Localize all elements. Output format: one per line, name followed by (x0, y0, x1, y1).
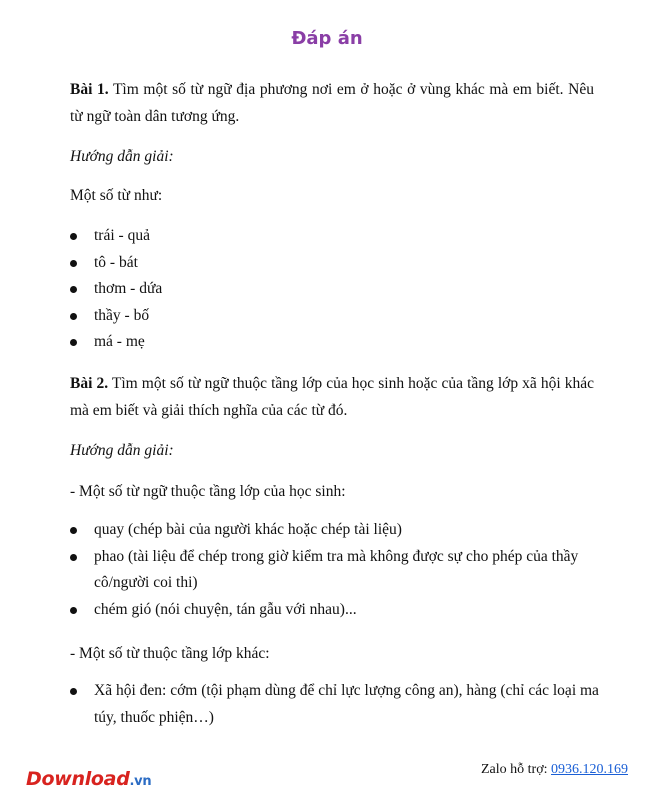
list-item: má - mẹ (70, 329, 600, 356)
bai2-list2 (70, 678, 600, 731)
bullet-icon (70, 607, 77, 614)
list-item: chém gió (nói chuyện, tán gẫu với nhau)... (70, 597, 600, 624)
bullet-icon (70, 527, 77, 534)
logo-main: Download (26, 768, 130, 790)
bullet-icon (70, 554, 77, 561)
bai2-question (70, 370, 594, 424)
zalo-label: Zalo hỗ trợ: (481, 762, 551, 777)
bullet-icon (70, 688, 77, 695)
bullet-icon (70, 233, 77, 240)
list-item: trái - quả (70, 223, 600, 250)
bai2-intro1: - Một số từ ngữ thuộc tầng lớp của học sinh: (70, 483, 346, 500)
list-item: Xã hội đen: cớm (tội phạm dùng để chỉ lực lượng công an), hàng (chỉ các loại ma túy, thuốc phiện…) (70, 678, 600, 731)
bullet-icon (70, 339, 77, 346)
list-item: thơm - dứa (70, 276, 600, 303)
list-item: phao (tài liệu để chép trong giờ kiểm tra mà không được sự cho phép của thầy cô/người coi thi) (70, 544, 600, 597)
bullet-icon (70, 313, 77, 320)
bai1-guide: Hướng dẫn giải: (70, 148, 174, 165)
bai1-label: Bài 1. (70, 81, 109, 98)
bai2-guide: Hướng dẫn giải: (70, 442, 174, 459)
bai2-label: Bài 2. (70, 375, 109, 392)
zalo-support (481, 762, 628, 778)
list-item: tô - bát (70, 250, 600, 277)
logo-suffix: .vn (129, 774, 152, 789)
bai1-intro: Một số từ như: (70, 187, 163, 204)
page-title: Đáp án (291, 28, 363, 49)
bai1-list (70, 223, 600, 356)
download-logo[interactable] (26, 768, 151, 790)
bullet-icon (70, 286, 77, 293)
bai2-question-text: Tìm một số từ ngữ thuộc tầng lớp của học sinh hoặc của tầng lớp xã hội khác mà em biết và giải thích nghĩa của các từ đó. (70, 375, 595, 419)
list-item: thầy - bố (70, 303, 600, 330)
bai1-question (70, 76, 594, 130)
bullet-icon (70, 260, 77, 267)
bai1-question-text: Tìm một số từ ngữ địa phương nơi em ở hoặc ở vùng khác mà em biết. Nêu từ ngữ toàn dân tương ứng. (70, 81, 594, 125)
bai2-list1 (70, 517, 600, 623)
list-item: quay (chép bài của người khác hoặc chép tài liệu) (70, 517, 600, 544)
phone-link[interactable]: 0936.120.169 (551, 762, 628, 777)
bai2-intro2: - Một số từ thuộc tầng lớp khác: (70, 645, 270, 662)
